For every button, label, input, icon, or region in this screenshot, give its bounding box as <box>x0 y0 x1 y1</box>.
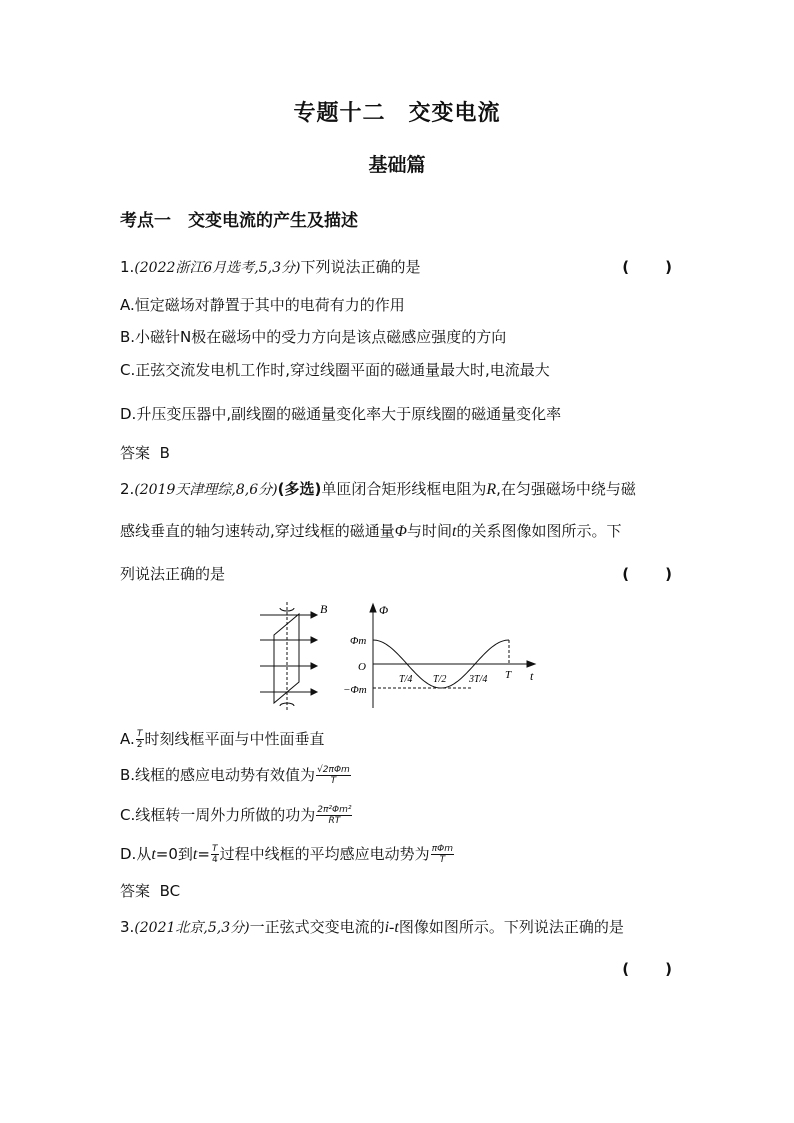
q2-option-c-text: C.线框转一周外力所做的功为 <box>120 806 316 824</box>
field-arrow-3 <box>311 663 317 669</box>
q1-stem-text: 下列说法正确的是 <box>300 258 421 276</box>
q3-var-it: i-t <box>384 919 399 936</box>
q2-stem-line1 <box>120 478 636 499</box>
q2-var-r: R <box>486 481 497 498</box>
q2-stem-d: 与时间 <box>406 522 452 540</box>
phi-axis-arrow <box>370 604 376 612</box>
field-arrow-2 <box>311 637 317 643</box>
q2-stem-e: 的关系图像如图所示。下 <box>456 522 622 540</box>
q2-number: 2. <box>120 480 135 498</box>
q2-var-phi: Φ <box>394 523 407 540</box>
q2-option-a-prefix: A. <box>120 730 135 748</box>
q2-option-d-fraction-2: $\frac{\text{πΦm}}{T}$ <box>431 844 453 865</box>
label-phim: Φm <box>350 635 367 647</box>
q2-stem-b: ,在匀强磁场中绕与磁 <box>496 480 636 498</box>
page-title: 专题十二 交变电流 <box>293 101 501 126</box>
q2-option-d: D.从t=0到t= $\frac{T}{4}$ 过程中线框的平均感应电动势为 $\frac{\text{πΦm}}{T}$ <box>120 844 453 865</box>
t-axis-arrow <box>527 661 535 667</box>
q2-option-b <box>120 764 352 786</box>
q2-option-a-fraction: $\frac{T}{2}$ <box>136 729 143 750</box>
q2-stem-line2 <box>120 520 621 541</box>
label-o: O <box>358 661 366 673</box>
coil-diagram <box>260 602 317 710</box>
q2-source: (2019天津理综,8,6分) <box>134 482 278 498</box>
q2-figure <box>255 600 545 715</box>
q2-answer-bracket: ( ) <box>622 565 674 583</box>
q2-stem-line3: 列说法正确的是 <box>120 565 226 583</box>
q1-option-b: B.小磁针N极在磁场中的受力方向是该点磁感应强度的方向 <box>120 328 507 346</box>
section-heading: 考点一 交变电流的产生及描述 <box>120 211 358 231</box>
field-arrow-4 <box>311 689 317 695</box>
q2-var-t: t <box>451 523 457 540</box>
q1-source: (2022浙江6月选考,5,3分) <box>134 260 301 276</box>
q3-answer-bracket: ( ) <box>622 960 674 978</box>
label-b: B <box>320 602 328 616</box>
q3-stem: 3.(2021北京,5,3分)一正弦式交变电流的i-t图像如图所示。下列说法正确的是 <box>120 918 624 936</box>
q1-stem <box>120 256 421 277</box>
field-arrow-1 <box>311 612 317 618</box>
q2-stem-a: 单匝闭合矩形线框电阻为 <box>321 480 487 498</box>
label-neg-phim: −Φm <box>343 684 367 696</box>
phi-t-graph <box>370 604 535 708</box>
q2-option-c-fraction: $\frac{\text{2π²Φm²}}{RT}$ <box>317 805 352 826</box>
q2-stem-c: 感线垂直的轴匀速转动,穿过线框的磁通量 <box>120 522 395 540</box>
q1-answer-label: 答案 <box>120 444 151 462</box>
q1-option-d: D.升压变压器中,副线圈的磁通量变化率大于原线圈的磁通量变化率 <box>120 405 562 423</box>
q2-option-c <box>120 804 353 826</box>
q1-answer-bracket: ( ) <box>622 258 674 276</box>
q2-answer-label: 答案 <box>120 882 151 900</box>
label-t4: T/4 <box>399 674 413 685</box>
label-t-period: T <box>505 669 512 681</box>
q1-option-c: C.正弦交流发电机工作时,穿过线圈平面的磁通量最大时,电流最大 <box>120 361 550 379</box>
label-t-axis: t <box>530 669 534 683</box>
q1-answer <box>120 442 170 463</box>
q2-option-b-fraction: $\frac{\text{√2πΦm}}{T}$ <box>317 765 350 786</box>
q1-number: 1. <box>120 258 135 276</box>
q2-option-d-fraction-1: $\frac{T}{4}$ <box>211 844 218 865</box>
q2-tag: (多选) <box>277 480 322 498</box>
label-t2: T/2 <box>433 674 447 685</box>
label-phi: Φ <box>379 603 389 617</box>
q2-option-a-text: 时刻线框平面与中性面垂直 <box>144 730 325 748</box>
q3-source: (2021北京,5,3分) <box>134 920 250 936</box>
q2-option-b-text: B.线框的感应电动势有效值为 <box>120 766 316 784</box>
q3-number: 3. <box>120 918 135 936</box>
page-subtitle: 基础篇 <box>368 154 426 176</box>
label-3t4: 3T/4 <box>469 674 488 685</box>
q2-option-a <box>120 728 325 750</box>
q2-answer <box>120 880 180 901</box>
q1-answer-value: B <box>159 444 170 462</box>
q1-option-a: A.恒定磁场对静置于其中的电荷有力的作用 <box>120 296 405 314</box>
q2-answer-value: BC <box>159 882 181 900</box>
